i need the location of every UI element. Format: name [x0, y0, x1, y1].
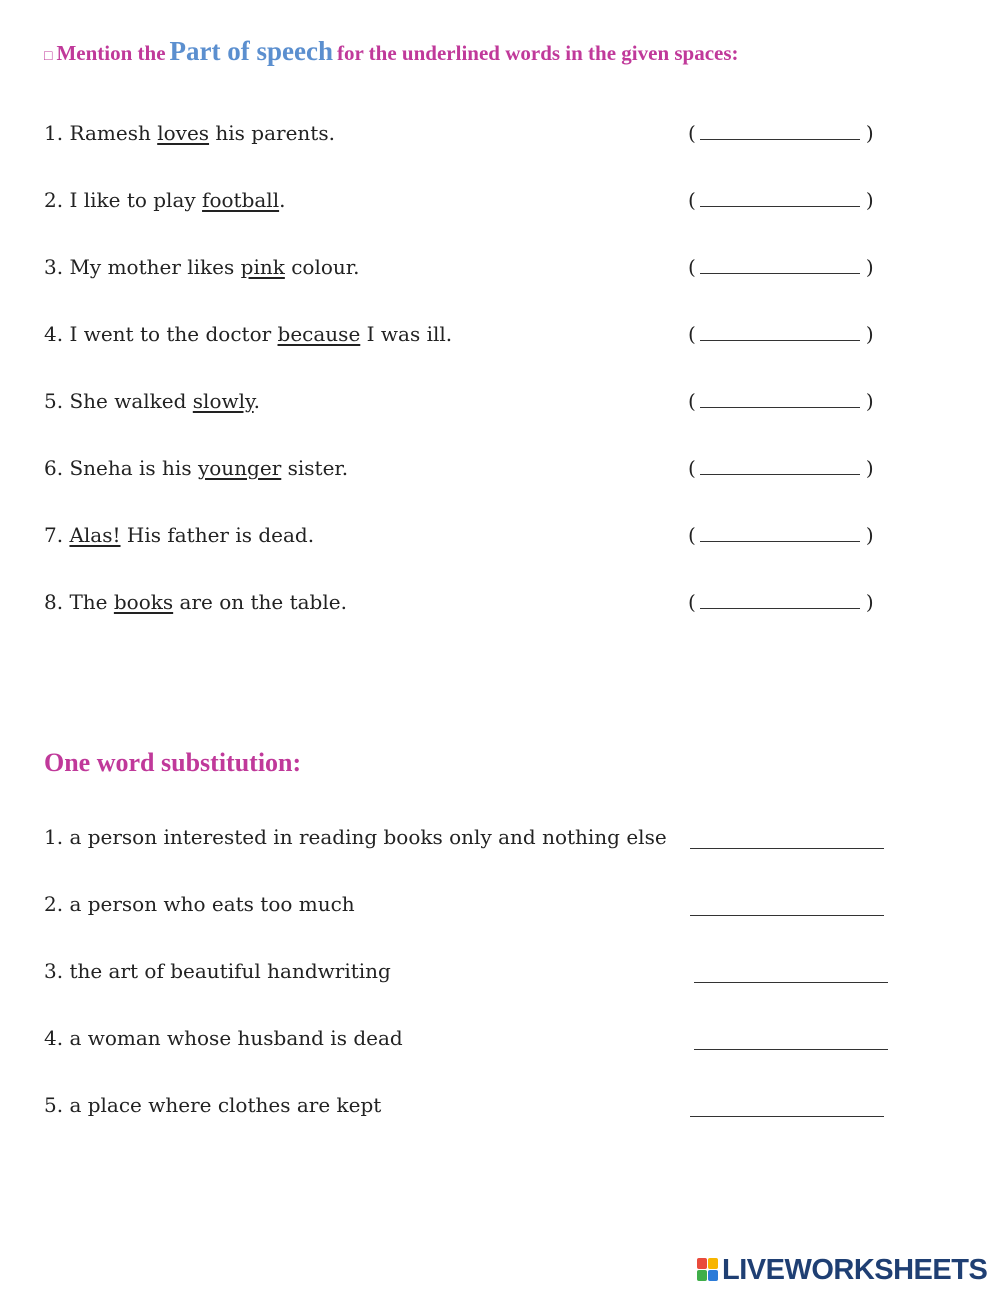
sentence-end: .	[279, 188, 286, 212]
sentence-end: .	[253, 389, 261, 413]
sentence-end: are on the table.	[179, 590, 347, 614]
heading-text-3: for the underlined words in the given spaces:	[337, 41, 739, 65]
bracket-open: (	[688, 389, 696, 413]
question-number: 2.	[44, 188, 64, 212]
one-word-answer-line-5[interactable]	[690, 1116, 884, 1117]
bracket-open: (	[688, 523, 696, 547]
bracket-open: (	[688, 456, 696, 480]
answer-bracket-1[interactable]	[688, 118, 874, 148]
answer-blank[interactable]	[700, 389, 860, 408]
underlined-word: pink	[240, 255, 285, 279]
sentence-start: I like to play	[69, 188, 196, 212]
answer-blank[interactable]	[700, 590, 860, 609]
one-word-question-2: 2. a person who eats too much	[44, 892, 355, 916]
answer-bracket-5[interactable]	[688, 386, 874, 416]
sentence-end: His father is dead.	[126, 523, 315, 547]
sentence-start: My mother likes	[69, 255, 235, 279]
bracket-open: (	[688, 322, 696, 346]
sentence-start: I went to the doctor	[69, 322, 272, 346]
question-number: 1.	[44, 121, 64, 145]
bracket-open: (	[688, 188, 696, 212]
pos-question-4	[44, 319, 452, 349]
sentence-start: Ramesh	[69, 121, 151, 145]
bracket-close: )	[865, 121, 874, 145]
underlined-word: loves	[157, 121, 210, 145]
bracket-close: )	[865, 255, 874, 279]
one-word-answer-line-1[interactable]	[690, 848, 884, 849]
pos-question-6	[44, 453, 348, 483]
answer-blank[interactable]	[700, 255, 860, 274]
heading-text-2: Part of speech	[169, 36, 333, 66]
checkbox-glyph-icon: □	[44, 49, 53, 64]
question-number: 4.	[44, 322, 64, 346]
one-word-question-4: 4. a woman whose husband is dead	[44, 1026, 403, 1050]
pos-question-1	[44, 118, 335, 148]
sentence-end: his parents.	[215, 121, 335, 145]
pos-question-3	[44, 252, 359, 282]
one-word-question-5: 5. a place where clothes are kept	[44, 1093, 382, 1117]
underlined-word: slowly	[192, 389, 254, 413]
answer-blank[interactable]	[700, 121, 860, 140]
sentence-start: The	[69, 590, 108, 614]
pos-question-2	[44, 185, 285, 215]
liveworksheets-logo	[697, 1254, 987, 1286]
underlined-word: football	[202, 188, 280, 212]
question-number: 6.	[44, 456, 64, 480]
sentence-start: Sneha is his	[69, 456, 192, 480]
bracket-open: (	[688, 590, 696, 614]
bracket-close: )	[865, 322, 874, 346]
logo-blocks-icon	[697, 1258, 719, 1282]
question-number: 7.	[44, 523, 64, 547]
bracket-open: (	[688, 255, 696, 279]
answer-blank[interactable]	[700, 322, 860, 341]
question-number: 5.	[44, 389, 64, 413]
logo-text: LIVEWORKSHEETS	[722, 1253, 988, 1286]
bracket-close: )	[865, 188, 874, 212]
answer-bracket-2[interactable]	[688, 185, 874, 215]
bracket-close: )	[865, 590, 874, 614]
one-word-answer-line-3[interactable]	[694, 982, 888, 983]
sentence-end: sister.	[287, 456, 349, 480]
question-number: 8.	[44, 590, 64, 614]
heading-text-1: Mention the	[56, 41, 166, 65]
pos-question-7	[44, 520, 314, 550]
underlined-word: books	[113, 590, 174, 614]
answer-blank[interactable]	[700, 188, 860, 207]
answer-bracket-4[interactable]	[688, 319, 874, 349]
answer-bracket-6[interactable]	[688, 453, 874, 483]
bracket-open: (	[688, 121, 696, 145]
underlined-word: because	[277, 322, 361, 346]
instruction-heading	[44, 36, 739, 67]
one-word-question-3: 3. the art of beautiful handwriting	[44, 959, 391, 983]
sentence-end: I was ill.	[366, 322, 453, 346]
underlined-word: Alas!	[69, 523, 121, 547]
one-word-answer-line-4[interactable]	[694, 1049, 888, 1050]
bracket-close: )	[865, 456, 874, 480]
section-title-one-word: One word substitution:	[44, 748, 302, 777]
one-word-question-1: 1. a person interested in reading books only and nothing else	[44, 825, 667, 849]
underlined-word: younger	[197, 456, 282, 480]
one-word-answer-line-2[interactable]	[690, 915, 884, 916]
answer-blank[interactable]	[700, 523, 860, 542]
pos-question-5	[44, 386, 260, 416]
bracket-close: )	[865, 389, 874, 413]
question-number: 3.	[44, 255, 64, 279]
sentence-start: She walked	[69, 389, 187, 413]
pos-question-8	[44, 587, 347, 617]
sentence-end: colour.	[291, 255, 360, 279]
bracket-close: )	[865, 523, 874, 547]
answer-bracket-8[interactable]	[688, 587, 874, 617]
answer-bracket-3[interactable]	[688, 252, 874, 282]
answer-bracket-7[interactable]	[688, 520, 874, 550]
answer-blank[interactable]	[700, 456, 860, 475]
